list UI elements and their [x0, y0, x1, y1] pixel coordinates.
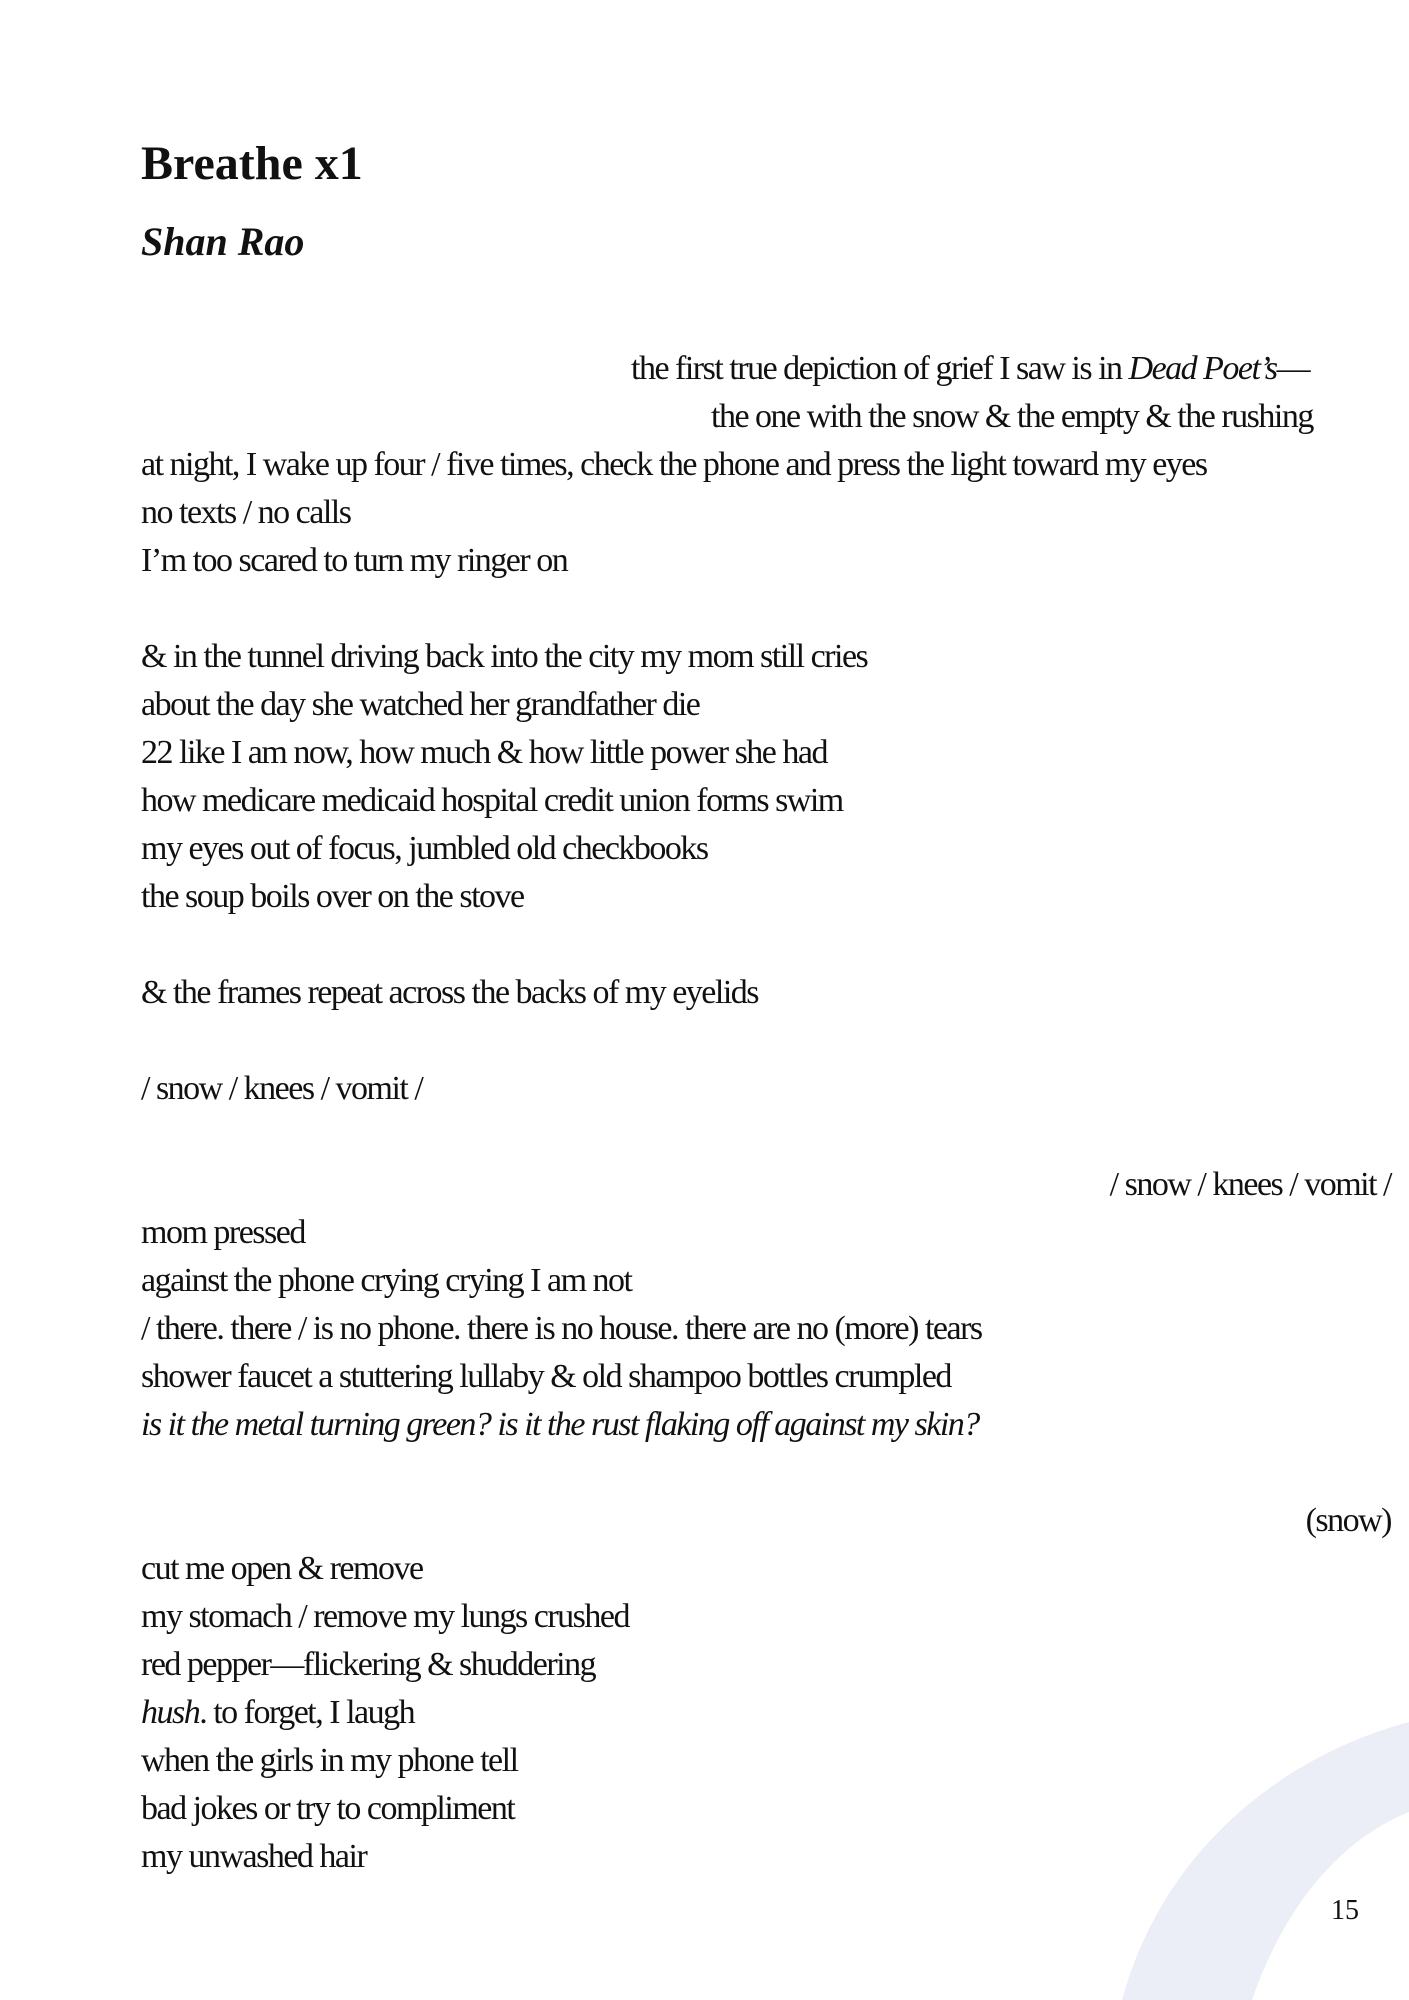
poem-line-17: / there. there / is no phone. there is no house. there are no (more) tears: [141, 1310, 982, 1347]
stanza-break: [141, 921, 1391, 969]
poem-line-7: about the day she watched her grandfather die: [141, 686, 700, 723]
poem-line-10: my eyes out of focus, jumbled old checkbooks: [141, 830, 708, 867]
poem-line-18: shower faucet a stuttering lullaby & old shampoo bottles crumpled: [141, 1358, 951, 1395]
poem-title: Breathe x1: [141, 137, 363, 190]
poem-line-27: my unwashed hair: [141, 1838, 367, 1875]
poem-line-4: no texts / no calls: [141, 494, 351, 531]
author-name: Shan Rao: [141, 219, 305, 264]
poem-line-23: red pepper—flickering & shuddering: [141, 1646, 596, 1683]
stanza-break: [141, 585, 1391, 633]
poem-line-12: & the frames repeat across the backs of my eyelids: [141, 974, 759, 1011]
poem-line-1: the first true depiction of grief I saw is in Dead Poet’s—: [631, 350, 1310, 387]
poem-line-15: mom pressed: [141, 1214, 305, 1251]
stanza-break: [141, 1017, 1391, 1065]
poem-line-21: cut me open & remove: [141, 1550, 423, 1587]
poem-line-25: when the girls in my phone tell: [141, 1742, 518, 1779]
poem-line-8: 22 like I am now, how much & how little power she had: [141, 734, 827, 771]
poem-line-3: at night, I wake up four / five times, check the phone and press the light toward my eyes: [141, 446, 1207, 483]
poem-line-16: against the phone crying crying I am not: [141, 1262, 632, 1299]
poem-line-24: hush. to forget, I laugh: [141, 1694, 415, 1731]
poem-line-2: the one with the snow & the empty & the rushing: [711, 398, 1313, 435]
poem-line-19: is it the metal turning green? is it the rust flaking off against my skin?: [141, 1406, 979, 1443]
poem-line-11: the soup boils over on the stove: [141, 878, 524, 915]
page-number: 15: [1331, 1895, 1359, 1926]
poem-line-26: bad jokes or try to compliment: [141, 1790, 515, 1827]
poem-line-6: & in the tunnel driving back into the city my mom still cries: [141, 638, 868, 675]
poem-line-20: (snow): [1305, 1502, 1391, 1539]
stanza-break: [141, 1449, 1391, 1497]
poem-line-22: my stomach / remove my lungs crushed: [141, 1598, 630, 1635]
poem-line-14: / snow / knees / vomit /: [1109, 1166, 1391, 1203]
poem-line-5: I’m too scared to turn my ringer on: [141, 542, 568, 579]
poem-line-13: / snow / knees / vomit /: [141, 1070, 423, 1107]
stanza-break: [141, 1113, 1391, 1161]
poem-body: [141, 345, 1391, 1881]
poem-line-9: how medicare medicaid hospital credit union forms swim: [141, 782, 843, 819]
